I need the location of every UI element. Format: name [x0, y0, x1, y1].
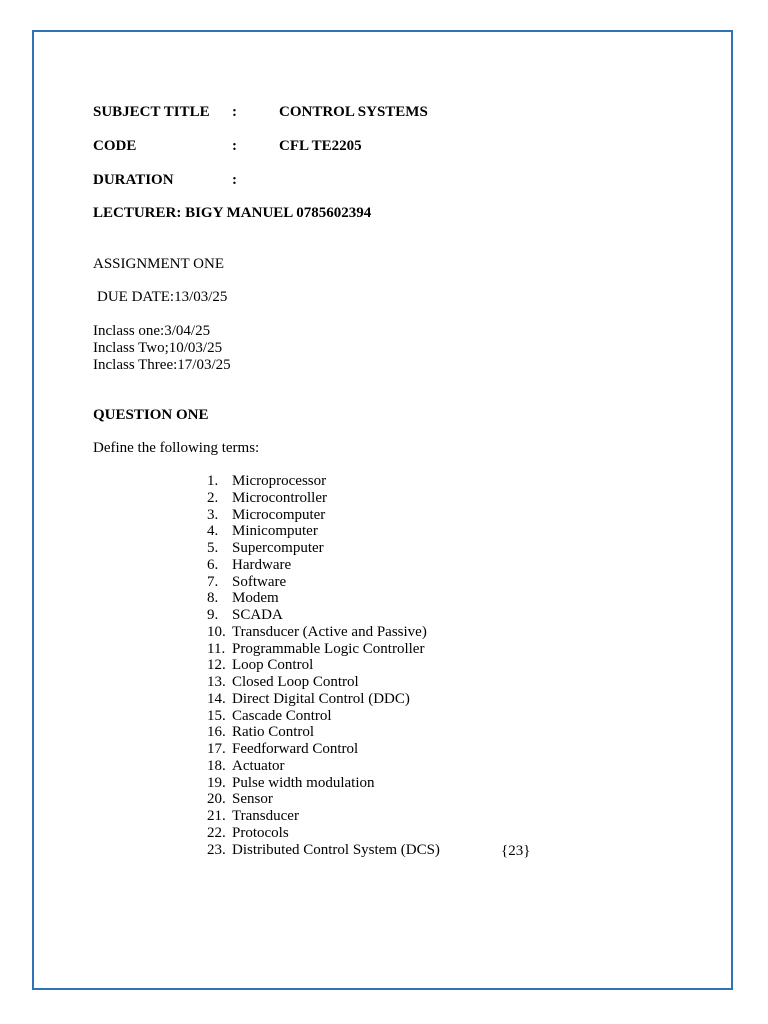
term-list-item — [207, 691, 440, 708]
marks-label: {23} — [501, 843, 531, 859]
inclass-two: Inclass Two;10/03/25 — [93, 340, 223, 356]
term-text: Ratio Control — [232, 724, 315, 741]
term-list-item — [207, 490, 440, 507]
term-number: 7. — [207, 573, 219, 590]
term-number: 15. — [207, 707, 226, 724]
term-list-item — [207, 808, 440, 825]
term-text: Modem — [232, 590, 279, 607]
term-number: 20. — [207, 791, 226, 808]
term-list-item — [207, 825, 440, 842]
term-text: Protocols — [232, 824, 289, 841]
term-text: Feedforward Control — [232, 741, 359, 757]
terms-list — [207, 473, 440, 858]
term-text: Cascade Control — [232, 707, 332, 724]
term-text: Microcontroller — [232, 489, 327, 506]
term-list-item — [207, 674, 440, 691]
term-list-item — [207, 758, 440, 775]
term-number: 6. — [207, 556, 219, 573]
duration-label: DURATION — [93, 172, 174, 188]
term-list-item — [207, 590, 440, 607]
term-text: Microprocessor — [232, 473, 327, 489]
term-list-item — [207, 540, 440, 557]
term-list-item — [207, 741, 440, 758]
term-text: Hardware — [232, 556, 292, 573]
term-number: 23. — [207, 841, 226, 858]
term-text: Sensor — [232, 791, 273, 808]
term-number: 12. — [207, 657, 226, 674]
term-list-item — [207, 842, 440, 859]
subject-title-value: CONTROL SYSTEMS — [279, 104, 428, 120]
term-number: 1. — [207, 473, 219, 489]
term-number: 21. — [207, 808, 226, 824]
term-list-item — [207, 724, 440, 741]
term-list-item — [207, 557, 440, 574]
term-text: Distributed Control System (DCS) — [232, 841, 440, 858]
term-text: Transducer (Active and Passive) — [232, 623, 427, 640]
term-list-item — [207, 507, 440, 524]
term-number: 11. — [207, 640, 226, 657]
term-number: 17. — [207, 741, 226, 757]
question-instruction: Define the following terms: — [93, 440, 260, 456]
term-number: 8. — [207, 590, 219, 607]
term-list-item — [207, 641, 440, 658]
term-list-item — [207, 657, 440, 674]
term-text: Microcomputer — [232, 506, 326, 523]
inclass-three: Inclass Three:17/03/25 — [93, 357, 231, 373]
term-list-item — [207, 574, 440, 591]
term-text: Transducer — [232, 808, 299, 824]
term-number: 3. — [207, 506, 219, 523]
code-label: CODE — [93, 138, 137, 154]
code-colon: : — [232, 138, 237, 154]
term-list-item — [207, 708, 440, 725]
duration-colon: : — [232, 172, 237, 188]
term-number: 4. — [207, 523, 219, 540]
term-text: Direct Digital Control (DDC) — [232, 690, 410, 707]
term-number: 5. — [207, 540, 219, 556]
term-number: 13. — [207, 674, 226, 690]
subject-title-label: SUBJECT TITLE — [93, 104, 210, 120]
term-number: 10. — [207, 623, 226, 640]
term-number: 22. — [207, 824, 226, 841]
assignment-title: ASSIGNMENT ONE — [93, 256, 224, 272]
term-text: SCADA — [232, 607, 283, 623]
term-text: Closed Loop Control — [232, 674, 359, 690]
term-list-item — [207, 607, 440, 624]
term-list-item — [207, 473, 440, 490]
term-number: 9. — [207, 607, 219, 623]
term-text: Pulse width modulation — [232, 774, 375, 791]
term-number: 19. — [207, 774, 226, 791]
term-text: Supercomputer — [232, 540, 324, 556]
question-heading: QUESTION ONE — [93, 407, 209, 423]
term-number: 2. — [207, 489, 219, 506]
term-list-item — [207, 775, 440, 792]
term-number: 14. — [207, 690, 226, 707]
inclass-one: Inclass one:3/04/25 — [93, 323, 211, 339]
term-list-item — [207, 523, 440, 540]
term-text: Software — [232, 573, 287, 590]
subject-title-colon: : — [232, 104, 237, 120]
term-list-item — [207, 791, 440, 808]
lecturer-line: LECTURER: BIGY MANUEL 0785602394 — [93, 205, 372, 221]
term-number: 16. — [207, 724, 226, 741]
term-number: 18. — [207, 757, 226, 774]
term-text: Programmable Logic Controller — [232, 640, 425, 657]
term-list-item — [207, 624, 440, 641]
term-text: Actuator — [232, 757, 285, 774]
code-value: CFL TE2205 — [279, 138, 362, 154]
term-text: Minicomputer — [232, 523, 318, 540]
term-text: Loop Control — [232, 657, 314, 674]
due-date: DUE DATE:13/03/25 — [97, 289, 228, 305]
